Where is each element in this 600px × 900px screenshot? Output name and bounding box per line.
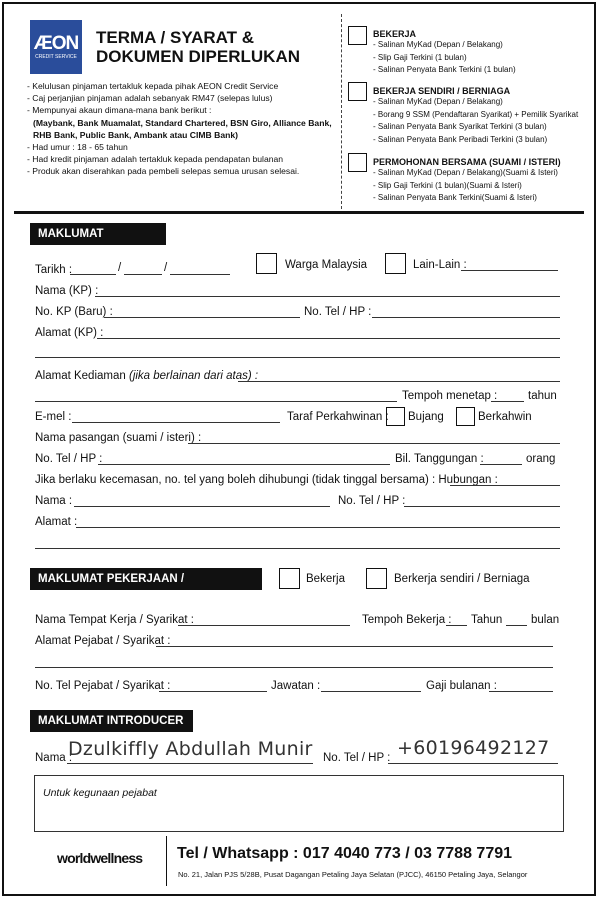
label-berkahwin: Berkahwin [478, 411, 532, 423]
label-nama-tempat-kerja: Nama Tempat Kerja / Syarikat : [35, 614, 194, 626]
date-separator: / [164, 262, 168, 274]
label-alamat-pejabat: Alamat Pejabat / Syarikat : [35, 635, 171, 647]
input-alamat-pejabat-2[interactable] [35, 667, 553, 668]
input-nama-kp[interactable] [95, 296, 560, 297]
label-alamat-kediaman-note: (jika berlainan dari atas) : [128, 370, 259, 382]
label-orang: orang [526, 453, 556, 465]
label-nama-kp: Nama (KP) : [35, 285, 99, 297]
input-alamat-kecemasan-1[interactable] [76, 527, 560, 528]
term-item: (Maybank, Bank Muamalat, Standard Chartered, BSN Giro, Alliance Bank, [33, 117, 332, 128]
label-no-tel-pasangan: No. Tel / HP : [35, 453, 103, 465]
label-alamat-kecemasan: Alamat : [35, 516, 78, 528]
checkbox-sendiri-doc[interactable] [348, 82, 367, 101]
introducer-tel-line [388, 763, 558, 764]
label-alamat-kediaman-text: Alamat Kediaman [35, 370, 126, 382]
label-bulan: bulan [531, 614, 560, 626]
introducer-tel-value[interactable]: +60196492127 [397, 737, 550, 759]
label-emel: E-mel : [35, 411, 72, 423]
checkbox-berkahwin[interactable] [456, 407, 475, 426]
input-nama-pasangan[interactable] [188, 443, 560, 444]
label-tarikh: Tarikh : [35, 264, 73, 276]
section-introducer-heading: MAKLUMAT INTRODUCER [30, 710, 193, 732]
input-jawatan[interactable] [321, 691, 421, 692]
introducer-nama-line [67, 763, 313, 764]
input-tempoh-menetap[interactable] [491, 401, 524, 402]
logo-brand: ÆON [33, 33, 79, 54]
input-no-tel-kecemasan[interactable] [404, 506, 560, 507]
category-item: - Salinan MyKad (Depan / Belakang) [373, 40, 503, 49]
label-bil-tanggungan: Bil. Tanggungan : [395, 453, 484, 465]
label-tahun: tahun [528, 390, 557, 402]
input-alamat-kp-2[interactable] [35, 357, 560, 358]
category-title: BEKERJA [373, 29, 417, 39]
input-tarikh-day[interactable] [70, 274, 116, 275]
title-line-2: DOKUMEN DIPERLUKAN [96, 47, 300, 66]
label-no-tel-kecemasan: No. Tel / HP : [338, 495, 406, 507]
label-nama-kecemasan: Nama : [35, 495, 73, 507]
category-item: - Salinan Penyata Bank Peribadi Terkini (3 bulan) [373, 134, 548, 144]
terms-list [27, 80, 347, 178]
title-line-1: TERMA / SYARAT & [96, 28, 255, 47]
label-nama-pasangan: Nama pasangan (suami / isteri) : [35, 432, 202, 444]
label-tempoh-bekerja: Tempoh Bekerja : [362, 614, 452, 626]
introducer-nama-value[interactable]: Dzulkiffly Abdullah Munir [68, 738, 313, 760]
term-item: - Produk akan diserahkan pada pembeli selepas semua urusan selesai. [27, 166, 300, 177]
label-introducer-tel: No. Tel / HP : [323, 752, 391, 764]
input-no-tel-pejabat[interactable] [159, 691, 267, 692]
logo-sub: CREDIT SERVICE [35, 54, 77, 60]
term-item: - Had kredit pinjaman adalah tertakluk kepada pendapatan bulanan [27, 154, 284, 165]
label-lain-lain: Lain-Lain : [413, 259, 467, 271]
label-alamat-kediaman [35, 370, 258, 382]
category-bekerja [373, 29, 593, 77]
page-title [96, 28, 300, 66]
checkbox-bekerja[interactable] [279, 568, 300, 589]
input-hubungan[interactable] [450, 485, 560, 486]
category-item: - Salinan MyKad (Depan / Belakang) [373, 97, 503, 106]
label-no-tel-pejabat: No. Tel Pejabat / Syarikat : [35, 680, 171, 692]
footer-address: No. 21, Jalan PJS 5/28B, Pusat Dagangan Petaling Jaya Selatan (PJCC), 46150 Petaling Jaya, Selangor [178, 870, 528, 879]
label-bujang: Bujang [408, 411, 444, 423]
category-item: - Salinan Penyata Bank Terkini(Suami & Isteri) [373, 193, 537, 203]
office-use-box [34, 775, 564, 832]
category-item: - Salinan MyKad (Depan / Belakang)(Suami & Isteri) [373, 168, 558, 177]
label-bekerja: Bekerja [306, 573, 345, 585]
input-no-tel[interactable] [372, 317, 560, 318]
input-alamat-kp-1[interactable] [97, 338, 560, 339]
label-taraf-perkahwinan: Taraf Perkahwinan : [287, 411, 389, 423]
category-item: - Slip Gaji Terkini (1 bulan) [373, 52, 467, 62]
worldwellness-logo: worldwellness [57, 850, 143, 866]
footer-divider [166, 836, 167, 886]
input-no-kp[interactable] [104, 317, 300, 318]
input-bil-tanggungan[interactable] [480, 464, 522, 465]
term-item: - Had umur : 18 - 65 tahun [27, 142, 128, 153]
checkbox-lain-lain[interactable] [385, 253, 406, 274]
checkbox-bekerja-doc[interactable] [348, 26, 367, 45]
section-pekerjaan-heading: MAKLUMAT PEKERJAAN / PERNIAGAAN [30, 568, 262, 590]
input-alamat-kecemasan-2[interactable] [35, 548, 560, 549]
term-item: - Kelulusan pinjaman tertakluk kepada pihak AEON Credit Service [27, 81, 279, 91]
header-divider [14, 211, 584, 214]
input-nama-kecemasan[interactable] [74, 506, 330, 507]
label-no-tel: No. Tel / HP : [304, 306, 372, 318]
label-alamat-kp: Alamat (KP) : [35, 327, 104, 339]
term-item: - Caj perjanjian pinjaman adalah sebanyak RM47 (selepas lulus) [27, 93, 273, 104]
input-nama-tempat-kerja[interactable] [178, 625, 350, 626]
term-item: - Mempunyai akaun dimana-mana bank berikut : [27, 105, 212, 116]
date-separator: / [118, 262, 122, 274]
input-tempoh-tahun[interactable] [446, 625, 467, 626]
input-alamat-pejabat-1[interactable] [156, 646, 553, 647]
checkbox-bersama-doc[interactable] [348, 153, 367, 172]
label-warga-malaysia: Warga Malaysia [285, 259, 368, 271]
dashed-divider [341, 14, 342, 209]
input-alamat-kediaman-2[interactable] [35, 401, 397, 402]
label-introducer-nama: Nama : [35, 752, 73, 764]
footer-contact: Tel / Whatsapp : 017 4040 773 / 03 7788 7791 [177, 845, 513, 862]
input-alamat-kediaman-1[interactable] [238, 381, 560, 382]
category-item: - Slip Gaji Terkini (1 bulan)(Suami & Isteri) [373, 180, 522, 190]
label-tahun-bekerja: Tahun [471, 614, 503, 626]
checkbox-bujang[interactable] [386, 407, 405, 426]
category-item: - Salinan Penyata Bank Syarikat Terkini (3 bulan) [373, 122, 547, 132]
label-no-kp: No. KP (Baru) : [35, 306, 113, 318]
input-tempoh-bulan[interactable] [506, 625, 527, 626]
label-tempoh-menetap: Tempoh menetap : [402, 390, 498, 402]
input-tarikh-month[interactable] [124, 274, 162, 275]
label-jawatan: Jawatan : [271, 680, 321, 692]
category-bersama [373, 157, 598, 205]
office-use-label: Untuk kegunaan pejabat [43, 787, 157, 799]
section-pemohon-heading: MAKLUMAT PEMOHON [30, 223, 166, 245]
term-item: RHB Bank, Public Bank, Ambank atau CIMB Bank) [33, 129, 239, 140]
aeon-logo [30, 20, 82, 74]
checkbox-warga-malaysia[interactable] [256, 253, 277, 274]
category-sendiri [373, 86, 598, 146]
label-gaji-bulanan: Gaji bulanan : [426, 680, 497, 692]
label-bekerja-sendiri: Berkerja sendiri / Berniaga [394, 573, 530, 585]
category-item: - Salinan Penyata Bank Terkini (1 bulan) [373, 65, 516, 75]
category-item: - Borang 9 SSM (Pendaftaran Syarikat) + Pemilik Syarikat [373, 109, 579, 119]
checkbox-bekerja-sendiri[interactable] [366, 568, 387, 589]
input-lain-lain[interactable] [461, 270, 558, 271]
category-title: PERMOHONAN BERSAMA (SUAMI / ISTERI) [373, 157, 561, 167]
label-kecemasan: Jika berlaku kecemasan, no. tel yang boleh dihubungi (tidak tinggal bersama) : Hubungan : [35, 474, 498, 486]
category-title: BEKERJA SENDIRI / BERNIAGA [373, 86, 511, 96]
input-emel[interactable] [72, 422, 280, 423]
input-gaji-bulanan[interactable] [489, 691, 553, 692]
input-tarikh-year[interactable] [170, 274, 230, 275]
input-no-tel-pasangan[interactable] [98, 464, 390, 465]
